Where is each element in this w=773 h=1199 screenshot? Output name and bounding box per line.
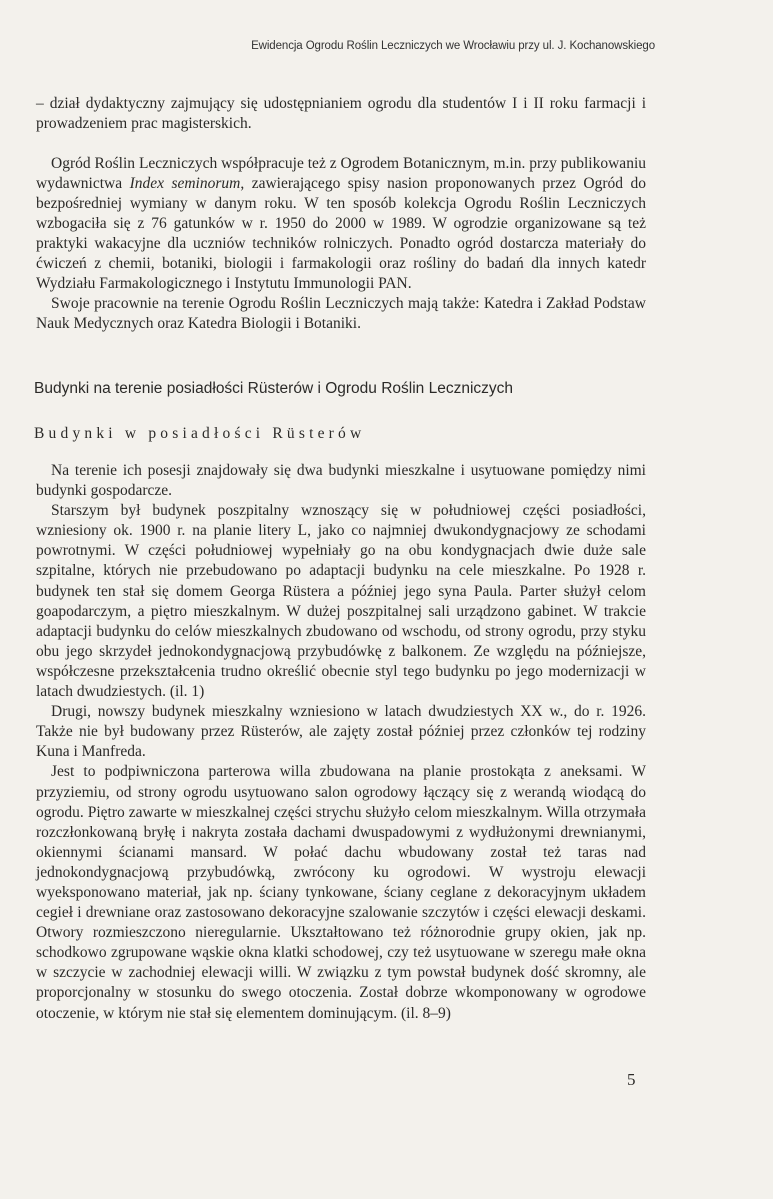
paragraph-list-item: – dział dydaktyczny zajmujący się udostępnianiem ogrodu dla studentów I i II roku farmacji i prowadzeniem prac magisterskich. — [36, 95, 646, 132]
paragraph-cooperation — [36, 154, 646, 294]
section-text — [36, 461, 646, 1024]
paragraph-workshops: Swoje pracownie na terenie Ogrodu Roślin Leczniczych mają także: Katedra i Zakład Podstaw Nauk Medycznych oraz Katedra Biologii i Botaniki. — [36, 295, 646, 332]
page-number: 5 — [627, 1070, 636, 1089]
paragraph: Drugi, nowszy budynek mieszkalny wzniesiono w latach dwudziestych XX w., do r. 1926. Także nie był budowany przez Rüsterów, ale zajęty został później przez członków tej rodziny Kuna i Manfreda. — [36, 703, 646, 761]
intro-text — [36, 94, 646, 334]
paragraph-text: , zawierającego spisy nasion proponowanych przez Ogród do bezpośredniej wymiany w danym roku. W ten sposób kolekcja Ogrodu Roślin Leczniczych wzbogaciła się z 76 gatunków w r. 1950 do 2000 w 1989. W ogrodzie organizowane są też praktyki wakacyjne dla uczniów techników rolniczych. Ponadto ogród dostarcza materiały do ćwiczeń z chemii, botaniki, biologii i farmakologii oraz rośliny do badań dla innych katedr Wydziału Farmakologicznego i Instytutu Immunologii PAN. — [36, 175, 646, 292]
paragraph: Jest to podpiwniczona parterowa willa zbudowana na planie prostokąta z aneksami. W przyziemiu, od strony ogrodu usytuowano salon ogrodowy łączący się z werandą wiodącą do ogrodu. Piętro zawarte w mieszkalnej części strychu służyło celom mieszkalnym. Willa otrzymała rozczłonkowaną bryłę i nakryta została dachami dwuspadowymi z wydłużonymi drewnianymi, okiennymi ścianami mansard. W połać dachu wbudowany został też taras nad jednokondygnacjową przybudówką, zwrócony ku ogrodowi. W wystroju elewacji wyeksponowano materiał, jak np. ściany tynkowane, ściany ceglane z dekoracyjnym układem cegieł i drewniane oraz zastosowano dekoracyjne szalowanie szczytów i części elewacji deskami. Otwory rozmieszczono nieregularnie. Ukształtowano też różnorodnie grupy okien, jak np. schodkowo zgrupowane wąskie okna klatki schodowej, czy też usytuowane w szeregu małe okna w szczycie w zachodniej elewacji willi. W związku z tym powstał budynek dość skromny, ale proporcjonalny w stosunku do swego otoczenia. Został dobrze wkomponowany w ogrodowe otoczenie, w którym nie stał się elementem dominującym. (il. 8–9) — [36, 763, 646, 1022]
publication-title: Index seminorum — [129, 175, 241, 192]
paragraph: Na terenie ich posesji znajdowały się dwa budynki mieszkalne i usytuowane pomiędzy nimi budynki gospodarcze. — [36, 462, 646, 500]
section-heading: Budynki na terenie posiadłości Rüsterów i Ogrodu Roślin Leczniczych — [34, 380, 514, 397]
paragraph-text: Ogród Roślin Leczniczych współpracuje też z Ogrodem Botanicznym, m.in. przy publikowaniu wydawnictwa — [36, 155, 646, 192]
subsection-heading: Budynki w posiadłości Rüsterów — [34, 425, 366, 442]
paragraph: Starszym był budynek poszpitalny wznoszący się w południowej części posiadłości, wzniesiony ok. 1900 r. na planie litery L, jako co najmniej dwukondygnacjowy ze schodami powrotnymi. W części południowej wypełniały go na obu kondygnacjach dwie duże sale szpitalne, których nie przebudowano po adaptacji budynku na cele mieszkalne. Po 1928 r. budynek ten stał się domem Georga Rüstera a później jego syna Paula. Parter służył celom goapodarczym, a piętro mieszkalnym. W dużej poszpitalnej sali urządzono gabinet. W trakcie adaptacji budynku do celów mieszkalnych zbudowano od wschodu, od strony ogrodu, przy styku obu jego skrzydeł jednokondygnacjową przybudówkę z balkonem. Ze względu na późniejsze, współczesne przekształcenia trudno określić obecnie styl tego budynku po jego modernizacji w latach dwudziestych. (il. 1) — [36, 502, 646, 701]
running-header: Ewidencja Ogrodu Roślin Leczniczych we Wrocławiu przy ul. J. Kochanowskiego — [251, 40, 655, 52]
